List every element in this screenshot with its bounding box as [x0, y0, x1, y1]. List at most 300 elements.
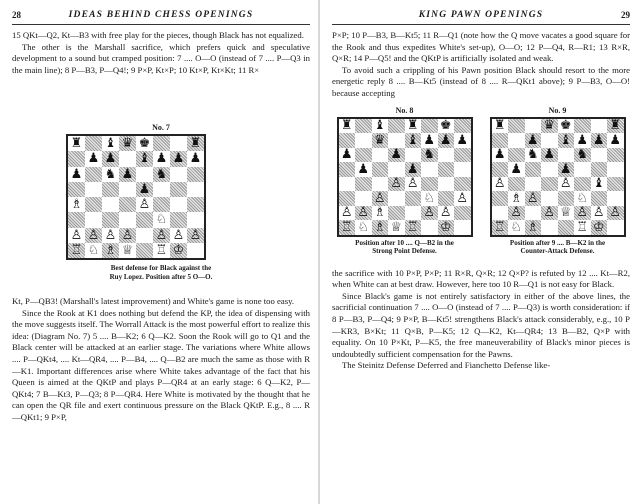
- board-square: [541, 119, 558, 134]
- board-square: [541, 191, 558, 206]
- chess-piece: ♟: [576, 132, 589, 148]
- board-square: [187, 228, 204, 243]
- board-square: [102, 197, 119, 212]
- chess-diagram-9: [490, 117, 626, 237]
- caption-line: Counter-Attack Defense.: [520, 247, 595, 256]
- board-square: [170, 197, 187, 212]
- chess-piece: ♟: [155, 151, 168, 167]
- board-square: [508, 148, 525, 163]
- board-square: [541, 177, 558, 192]
- chess-piece: ♙: [121, 227, 134, 243]
- chess-piece: ♖: [493, 219, 506, 235]
- board-square: [85, 212, 102, 227]
- chess-piece: ♚: [559, 118, 572, 134]
- chess-piece: ♟: [390, 147, 403, 163]
- chess-piece: ♝: [104, 136, 117, 152]
- board-square: [187, 151, 204, 166]
- board-square: [85, 243, 102, 258]
- board-square: [372, 119, 389, 134]
- chess-piece: ♙: [456, 190, 469, 206]
- caption-line: Strong Point Defense.: [372, 247, 437, 256]
- chess-piece: ♜: [189, 136, 202, 152]
- board-square: [574, 148, 591, 163]
- right-page-number: 29: [621, 10, 630, 20]
- right-running-title: KING PAWN OPENINGS: [418, 10, 544, 20]
- board-square: [68, 167, 85, 182]
- left-page-header: [12, 10, 310, 25]
- board-square: [558, 148, 575, 163]
- board-square: [355, 191, 372, 206]
- board-square: [119, 167, 136, 182]
- chess-piece: ♟: [493, 147, 506, 163]
- board-square: [153, 167, 170, 182]
- board-square: [525, 148, 542, 163]
- board-square: [405, 162, 422, 177]
- chess-piece: ♟: [423, 132, 436, 148]
- board-square: [421, 133, 438, 148]
- board-square: [372, 148, 389, 163]
- chess-piece: ♙: [390, 176, 403, 192]
- board-square: [574, 220, 591, 235]
- board-square: [541, 162, 558, 177]
- board-square: [525, 191, 542, 206]
- board-square: [170, 212, 187, 227]
- chess-piece: ♙: [559, 176, 572, 192]
- board-square: [607, 220, 624, 235]
- chess-piece: ♟: [138, 181, 151, 197]
- chess-piece: ♟: [357, 161, 370, 177]
- chess-piece: ♙: [357, 205, 370, 221]
- chess-piece: ♙: [70, 227, 83, 243]
- board-square: [119, 228, 136, 243]
- board-square: [136, 197, 153, 212]
- board-square: [119, 151, 136, 166]
- chess-piece: ♛: [543, 118, 556, 134]
- board-square: [339, 220, 356, 235]
- board-square: [607, 148, 624, 163]
- board-square: [68, 151, 85, 166]
- board-square: [508, 119, 525, 134]
- board-square: [119, 136, 136, 151]
- board-square: [405, 191, 422, 206]
- board-square: [85, 197, 102, 212]
- board-square: [438, 133, 455, 148]
- chess-piece: ♜: [609, 118, 622, 134]
- board-square: [372, 177, 389, 192]
- board-square: [187, 136, 204, 151]
- board-square: [405, 133, 422, 148]
- board-square: [388, 177, 405, 192]
- board-square: [102, 167, 119, 182]
- board-square: [607, 119, 624, 134]
- right-page: [320, 0, 638, 504]
- paragraph: Since Black's game is not entirely satisfactory in either of the above lines, the sacrificial continuation 7 .... O—O (instead of 7 .... P—Q3) is worth consideration: if 8 P—B3, P—Q4; 9 P×P, B—Kt5! strengthens Black's attack considerably, e.g., 10 P—KR3, B×Kt; 11 Q×B, P—K5; 12 Q—K2, Kt—QR4; 13 B—B2, Q×P with equality. On 10 P×Kt, P—K5, the free maneuverability of Black's minor pieces is undoubtedly sufficient compensation for the Pawns.: [332, 290, 630, 359]
- chess-piece: ♙: [526, 190, 539, 206]
- board-square: [421, 177, 438, 192]
- board-square: [85, 151, 102, 166]
- board-square: [85, 182, 102, 197]
- chess-piece: ♗: [104, 242, 117, 258]
- chess-piece: ♙: [510, 205, 523, 221]
- board-square: [187, 212, 204, 227]
- chess-piece: ♙: [172, 227, 185, 243]
- board-square: [170, 182, 187, 197]
- chess-piece: ♞: [576, 147, 589, 163]
- board-square: [541, 206, 558, 221]
- board-square: [574, 206, 591, 221]
- board-square: [591, 191, 608, 206]
- chess-piece: ♕: [559, 205, 572, 221]
- chess-piece: ♖: [576, 219, 589, 235]
- chess-piece: ♖: [406, 219, 419, 235]
- board-square: [388, 206, 405, 221]
- chess-piece: ♙: [340, 205, 353, 221]
- chess-piece: ♜: [340, 118, 353, 134]
- caption-line: Best defense for Black against the: [110, 264, 212, 272]
- board-square: [355, 133, 372, 148]
- chess-piece: ♖: [340, 219, 353, 235]
- board-square: [454, 206, 471, 221]
- board-square: [574, 191, 591, 206]
- board-square: [525, 206, 542, 221]
- board-square: [388, 162, 405, 177]
- board-square: [187, 197, 204, 212]
- board-square: [492, 133, 509, 148]
- board-square: [136, 136, 153, 151]
- board-square: [454, 148, 471, 163]
- board-square: [68, 212, 85, 227]
- chess-piece: ♞: [423, 147, 436, 163]
- chess-piece: ♜: [406, 118, 419, 134]
- board-square: [85, 136, 102, 151]
- board-square: [102, 136, 119, 151]
- chess-piece: ♗: [526, 219, 539, 235]
- board-square: [339, 162, 356, 177]
- board-square: [454, 191, 471, 206]
- board-square: [355, 177, 372, 192]
- board-square: [153, 197, 170, 212]
- chess-piece: ♘: [576, 190, 589, 206]
- chess-piece: ♙: [406, 176, 419, 192]
- caption-line: Ruy Lopez. Position after 5 O—O.: [109, 272, 213, 281]
- chess-diagram-7: [66, 134, 206, 260]
- board-square: [170, 136, 187, 151]
- board-square: [136, 228, 153, 243]
- board-square: [574, 177, 591, 192]
- board-square: [607, 133, 624, 148]
- chess-piece: ♜: [493, 118, 506, 134]
- chess-piece: ♟: [406, 161, 419, 177]
- board-square: [339, 133, 356, 148]
- board-square: [119, 182, 136, 197]
- board-square: [119, 197, 136, 212]
- chess-piece: ♞: [155, 166, 168, 182]
- chess-piece: ♗: [373, 205, 386, 221]
- board-square: [187, 167, 204, 182]
- board-square: [558, 220, 575, 235]
- paragraph: Since the Rook at K1 does nothing but defend the KP, the idea of dispensing with the move suggests itself. The Worrall Attack is the most powerful effort to realize this idea: (Diagram No. 7) 5 .... B—K2; 6 Q—K2. Soon the Rook will go to Q1 and the Black center will be attacked at an earlier stage. The variations where White allows .... P—QKt4, .... Kt—QR4, .... P—B4, .... Q—B2 are much the same as those with R—K1. Important differences arise where White takes advantage of the fact that his Queen is aimed at the QKtP and plays P—QR4 at an early stage: 6 Q—K2, P—QKt4; 7 B—Kt3, P—Q3; 8 P—QR4. Here White is motivated by the thought that he can open the QR file and exert continuous pressure on the Black QKtP. E.g., 8 .... R—QKt1; 9 P×P,: [12, 307, 310, 422]
- board-square: [339, 119, 356, 134]
- board-square: [405, 220, 422, 235]
- board-square: [388, 220, 405, 235]
- chess-piece: ♞: [104, 166, 117, 182]
- board-square: [85, 167, 102, 182]
- board-square: [355, 162, 372, 177]
- chess-piece: ♔: [439, 219, 452, 235]
- diagram-9-caption: [510, 239, 605, 256]
- board-square: [508, 133, 525, 148]
- caption-line: Position after 9 .... B—K2 in the: [509, 238, 606, 247]
- chess-piece: ♟: [70, 166, 83, 182]
- board-square: [607, 206, 624, 221]
- board-square: [591, 220, 608, 235]
- board-square: [119, 243, 136, 258]
- board-square: [153, 228, 170, 243]
- board-square: [136, 167, 153, 182]
- paragraph: P×P; 10 P—B3, B—Kt5; 11 R—Q1 (note how the Q move vacates a good square for the Rook and thus expedites White's set-up), O—O; 12 P—Q4, R—R1; 13 R×R, Q×R; 14 P—Q5! and the QKtP is artificially isolated and weak.: [332, 30, 630, 64]
- chess-piece: ♔: [592, 219, 605, 235]
- chess-piece: ♙: [189, 227, 202, 243]
- chess-piece: ♝: [138, 151, 151, 167]
- board-square: [454, 162, 471, 177]
- left-page-number: 28: [12, 10, 21, 20]
- board-square: [508, 220, 525, 235]
- board-square: [170, 243, 187, 258]
- board-square: [421, 119, 438, 134]
- board-square: [508, 206, 525, 221]
- board-square: [355, 119, 372, 134]
- board-square: [558, 206, 575, 221]
- chess-piece: ♗: [70, 197, 83, 213]
- board-square: [454, 177, 471, 192]
- board-square: [525, 119, 542, 134]
- board-square: [454, 133, 471, 148]
- board-square: [405, 148, 422, 163]
- chess-piece: ♟: [439, 132, 452, 148]
- paragraph: The other is the Marshall sacrifice, which prefers quick and speculative development to a sound but cramped position: 7 .... O—O (instead of 7 .... P—Q3 in the main line); 8 P—B3, P—Q4!; 9 P×P, Kt×P; 10 Kt×P, Kt×Kt; 11 R×: [12, 41, 310, 75]
- board-square: [525, 133, 542, 148]
- board-square: [153, 182, 170, 197]
- board-square: [355, 148, 372, 163]
- board-square: [388, 191, 405, 206]
- chess-piece: ♙: [373, 190, 386, 206]
- board-square: [339, 206, 356, 221]
- chess-piece: ♟: [592, 132, 605, 148]
- chess-piece: ♙: [592, 205, 605, 221]
- paragraph: the sacrifice with 10 P×P, P×P; 11 R×R, Q×R; 12 Q×P? is refuted by 12 .... Kt—R2, when White can at best draw. However, here too 10 R—Q1 is not easy for Black.: [332, 267, 630, 290]
- chess-piece: ♝: [592, 176, 605, 192]
- chess-piece: ♕: [390, 219, 403, 235]
- paragraph: The Steinitz Defense Deferred and Fianchetto Defense like-: [342, 360, 551, 371]
- caption-line: Position after 10 .... Q—B2 in the: [355, 238, 454, 247]
- left-running-title: IDEAS BEHIND CHESS OPENINGS: [68, 10, 254, 20]
- chess-piece: ♟: [121, 166, 134, 182]
- board-square: [492, 148, 509, 163]
- board-square: [558, 133, 575, 148]
- board-square: [574, 162, 591, 177]
- chess-piece: ♔: [172, 242, 185, 258]
- board-square: [541, 148, 558, 163]
- chess-piece: ♟: [510, 161, 523, 177]
- board-square: [492, 162, 509, 177]
- board-square: [68, 136, 85, 151]
- board-square: [170, 151, 187, 166]
- board-square: [541, 133, 558, 148]
- chess-piece: ♟: [104, 151, 117, 167]
- chess-piece: ♘: [510, 219, 523, 235]
- diagram-8-label: No. 8: [395, 105, 414, 115]
- board-square: [372, 206, 389, 221]
- board-square: [492, 220, 509, 235]
- chess-piece: ♙: [138, 197, 151, 213]
- chess-piece: ♝: [373, 118, 386, 134]
- board-square: [388, 148, 405, 163]
- chess-piece: ♟: [189, 151, 202, 167]
- paragraph: Kt, P—QB3! (Marshall's latest improvement) and White's game is none too easy.: [12, 296, 295, 306]
- chess-piece: ♚: [439, 118, 452, 134]
- chess-piece: ♚: [138, 136, 151, 152]
- diagram-7-caption: [12, 264, 310, 281]
- board-square: [102, 212, 119, 227]
- chess-piece: ♗: [373, 219, 386, 235]
- board-square: [153, 212, 170, 227]
- chess-piece: ♟: [526, 132, 539, 148]
- board-square: [388, 133, 405, 148]
- board-square: [525, 177, 542, 192]
- chess-piece: ♙: [609, 205, 622, 221]
- chess-piece: ♟: [559, 161, 572, 177]
- board-square: [492, 177, 509, 192]
- board-square: [372, 133, 389, 148]
- board-square: [102, 243, 119, 258]
- board-square: [68, 243, 85, 258]
- diagram-7-label: No. 7: [152, 123, 170, 132]
- board-square: [421, 148, 438, 163]
- board-square: [438, 220, 455, 235]
- board-square: [153, 136, 170, 151]
- board-square: [591, 177, 608, 192]
- board-square: [187, 182, 204, 197]
- board-square: [591, 133, 608, 148]
- board-square: [508, 177, 525, 192]
- board-square: [574, 133, 591, 148]
- chess-piece: ♛: [373, 132, 386, 148]
- board-square: [438, 206, 455, 221]
- board-square: [438, 162, 455, 177]
- chess-piece: ♘: [357, 219, 370, 235]
- board-square: [607, 191, 624, 206]
- board-square: [525, 220, 542, 235]
- board-square: [136, 212, 153, 227]
- board-square: [591, 119, 608, 134]
- board-square: [339, 148, 356, 163]
- chess-piece: ♟: [456, 132, 469, 148]
- board-square: [136, 151, 153, 166]
- board-square: [68, 228, 85, 243]
- board-square: [508, 162, 525, 177]
- board-square: [170, 167, 187, 182]
- board-square: [153, 151, 170, 166]
- diagram-row: [332, 103, 630, 256]
- chess-piece: ♙: [87, 227, 100, 243]
- board-square: [421, 191, 438, 206]
- chess-piece: ♝: [559, 132, 572, 148]
- chess-piece: ♙: [423, 205, 436, 221]
- board-square: [508, 191, 525, 206]
- board-square: [438, 191, 455, 206]
- board-square: [102, 182, 119, 197]
- board-square: [355, 206, 372, 221]
- right-page-header: [332, 10, 630, 25]
- chess-piece: ♕: [121, 242, 134, 258]
- board-square: [591, 148, 608, 163]
- chess-piece: ♟: [340, 147, 353, 163]
- board-square: [591, 162, 608, 177]
- chess-piece: ♞: [526, 147, 539, 163]
- chess-piece: ♖: [70, 242, 83, 258]
- chess-piece: ♙: [104, 227, 117, 243]
- board-square: [372, 220, 389, 235]
- board-square: [607, 177, 624, 192]
- board-square: [405, 119, 422, 134]
- board-square: [170, 228, 187, 243]
- board-square: [421, 220, 438, 235]
- board-square: [558, 119, 575, 134]
- board-square: [541, 220, 558, 235]
- board-square: [558, 191, 575, 206]
- chess-piece: ♖: [155, 242, 168, 258]
- chess-piece: ♟: [87, 151, 100, 167]
- board-square: [591, 206, 608, 221]
- chess-piece: ♝: [406, 132, 419, 148]
- left-lower-text: [12, 296, 310, 424]
- chess-piece: ♟: [172, 151, 185, 167]
- board-square: [339, 177, 356, 192]
- chess-piece: ♟: [543, 147, 556, 163]
- board-square: [187, 243, 204, 258]
- chess-piece: ♘: [87, 242, 100, 258]
- board-square: [339, 191, 356, 206]
- board-square: [607, 162, 624, 177]
- board-square: [68, 197, 85, 212]
- board-square: [558, 162, 575, 177]
- board-square: [438, 119, 455, 134]
- chess-piece: ♙: [439, 205, 452, 221]
- chess-piece: ♙: [576, 205, 589, 221]
- chess-piece: ♛: [121, 136, 134, 152]
- board-square: [454, 220, 471, 235]
- board-square: [136, 182, 153, 197]
- board-square: [405, 177, 422, 192]
- board-square: [119, 212, 136, 227]
- board-square: [558, 177, 575, 192]
- board-square: [574, 119, 591, 134]
- diagram-8-block: [332, 103, 477, 256]
- board-square: [492, 191, 509, 206]
- board-square: [438, 177, 455, 192]
- board-square: [492, 206, 509, 221]
- board-square: [153, 243, 170, 258]
- chess-piece: ♘: [155, 212, 168, 228]
- chess-piece: ♜: [70, 136, 83, 152]
- board-square: [102, 228, 119, 243]
- board-square: [405, 206, 422, 221]
- diagram-8-caption: [355, 239, 454, 256]
- left-upper-text: [12, 30, 310, 76]
- chess-piece: ♙: [155, 227, 168, 243]
- chess-piece: ♗: [510, 190, 523, 206]
- chess-piece: ♙: [493, 176, 506, 192]
